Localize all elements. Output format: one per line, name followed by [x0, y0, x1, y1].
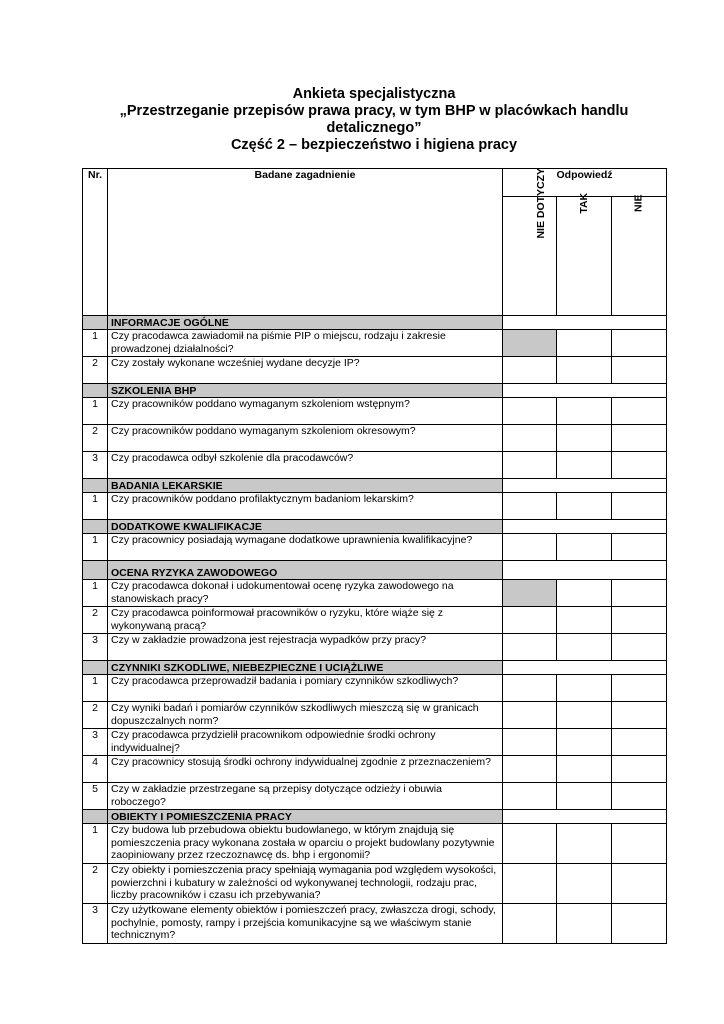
section-row — [83, 384, 667, 398]
section-row — [83, 561, 667, 580]
answer-cell-no[interactable] — [612, 783, 667, 810]
section-row — [83, 520, 667, 534]
answer-cell-no[interactable] — [612, 824, 667, 864]
answer-cell-yes[interactable] — [557, 904, 612, 944]
answer-cell-yes[interactable] — [557, 534, 612, 561]
col-header-no-label: NIE — [632, 194, 645, 213]
answer-cell-na[interactable] — [503, 607, 557, 634]
question-row — [83, 634, 667, 661]
question-row — [83, 330, 667, 357]
question-number: 3 — [83, 452, 108, 479]
question-row — [83, 357, 667, 384]
question-number: 1 — [83, 824, 108, 864]
question-text: Czy pracodawca przeprowadził badania i pomiary czynników szkodliwych? — [108, 675, 503, 702]
answer-cell-yes[interactable] — [557, 756, 612, 783]
question-number: 2 — [83, 702, 108, 729]
section-nr-cell — [83, 661, 108, 675]
section-answer-cell — [503, 384, 667, 398]
answer-cell-yes[interactable] — [557, 675, 612, 702]
question-number: 2 — [83, 864, 108, 904]
question-row — [83, 493, 667, 520]
answer-cell-na[interactable] — [503, 534, 557, 561]
answer-cell-no[interactable] — [612, 425, 667, 452]
section-title: CZYNNIKI SZKODLIWE, NIEBEZPIECZNE I UCIĄŻLIWE — [108, 661, 503, 675]
title-line-4: Część 2 – bezpieczeństwo i higiena pracy — [230, 137, 518, 153]
question-number: 2 — [83, 425, 108, 452]
col-header-na — [503, 167, 557, 316]
answer-cell-yes[interactable] — [557, 607, 612, 634]
question-text: Czy pracownicy posiadają wymagane dodatkowe uprawnienia kwalifikacyjne? — [108, 534, 503, 561]
col-header-yes-label: TAK — [577, 192, 590, 214]
question-number: 1 — [83, 675, 108, 702]
col-header-yes — [557, 192, 612, 316]
answer-cell-na[interactable] — [503, 398, 557, 425]
answer-cell-no[interactable] — [612, 398, 667, 425]
answer-cell-na[interactable] — [503, 452, 557, 479]
question-number: 1 — [83, 580, 108, 607]
answer-cell-yes[interactable] — [557, 783, 612, 810]
answer-cell-na[interactable] — [503, 634, 557, 661]
answer-cell-yes[interactable] — [557, 864, 612, 904]
question-row — [83, 452, 667, 479]
answer-cell-yes[interactable] — [557, 398, 612, 425]
answer-cell-na[interactable] — [503, 425, 557, 452]
answer-cell-na[interactable] — [503, 824, 557, 864]
col-header-no — [612, 194, 667, 316]
answer-cell-no[interactable] — [612, 756, 667, 783]
answer-cell-no[interactable] — [612, 634, 667, 661]
question-row — [83, 702, 667, 729]
question-row — [83, 756, 667, 783]
question-number: 1 — [83, 330, 108, 357]
section-title: OCENA RYZYKA ZAWODOWEGO — [108, 561, 503, 580]
answer-cell-na[interactable] — [503, 864, 557, 904]
answer-cell-no[interactable] — [612, 330, 667, 357]
answer-cell-yes[interactable] — [557, 729, 612, 756]
question-number: 2 — [83, 607, 108, 634]
col-header-na-label: NIE DOTYCZY — [535, 167, 548, 239]
question-text: Czy pracodawca przydzielił pracownikom odpowiednie środki ochrony indywidualnej? — [108, 729, 503, 756]
question-row — [83, 425, 667, 452]
question-text: Czy pracodawca poinformował pracowników o ryzyku, które wiąże się z wykonywaną pracą? — [108, 607, 503, 634]
answer-cell-no[interactable] — [612, 702, 667, 729]
section-row — [83, 810, 667, 824]
document-title — [82, 86, 666, 154]
question-text: Czy w zakładzie przestrzegane są przepisy dotyczące odzieży i obuwia roboczego? — [108, 783, 503, 810]
question-row — [83, 675, 667, 702]
answer-cell-yes[interactable] — [557, 357, 612, 384]
question-row — [83, 398, 667, 425]
question-number: 3 — [83, 634, 108, 661]
answer-cell-yes[interactable] — [557, 425, 612, 452]
topic-header: Badane zagadnienie — [108, 169, 503, 316]
question-text: Czy pracowników poddano wymaganym szkoleniom okresowym? — [108, 425, 503, 452]
question-text: Czy budowa lub przebudowa obiektu budowlanego, w którym znajdują się pomieszczenia pracy wykonana została w oparciu o projekt budowlany pozytywnie zaopiniowany przez rzeczoznawcę ds. bhp i ergonomii? — [108, 824, 503, 864]
question-text: Czy pracownicy stosują środki ochrony indywidualnej zgodnie z przeznaczeniem? — [108, 756, 503, 783]
question-row — [83, 580, 667, 607]
answer-cell-na[interactable] — [503, 357, 557, 384]
answer-cell-yes[interactable] — [557, 702, 612, 729]
answer-cell-na[interactable] — [503, 729, 557, 756]
answer-cell-na[interactable] — [503, 783, 557, 810]
answer-cell-no[interactable] — [612, 729, 667, 756]
answer-cell-no[interactable] — [612, 452, 667, 479]
answer-cell-yes[interactable] — [557, 824, 612, 864]
answer-cell-na[interactable] — [503, 675, 557, 702]
answer-cell-na[interactable] — [503, 493, 557, 520]
question-row — [83, 729, 667, 756]
answer-cell-no[interactable] — [612, 864, 667, 904]
nr-header: Nr. — [83, 169, 108, 316]
answer-cell-no[interactable] — [612, 580, 667, 607]
question-number: 1 — [83, 534, 108, 561]
answer-cell-yes[interactable] — [557, 330, 612, 357]
section-answer-cell — [503, 810, 667, 824]
answer-cell-na[interactable] — [503, 702, 557, 729]
question-text: Czy pracowników poddano profilaktycznym badaniom lekarskim? — [108, 493, 503, 520]
section-answer-cell — [503, 479, 667, 493]
section-title: DODATKOWE KWALIFIKACJE — [108, 520, 503, 534]
section-answer-cell — [503, 661, 667, 675]
answer-cell-na[interactable] — [503, 756, 557, 783]
answer-cell-na[interactable] — [503, 330, 557, 357]
question-text: Czy wyniki badań i pomiarów czynników szkodliwych mieszczą się w granicach dopuszczalnych norm? — [108, 702, 503, 729]
section-title: INFORMACJE OGÓLNE — [108, 316, 503, 330]
section-nr-cell — [83, 479, 108, 493]
answer-header: Odpowiedź — [503, 169, 667, 197]
question-number: 2 — [83, 357, 108, 384]
question-row — [83, 904, 667, 944]
answer-cell-no[interactable] — [612, 534, 667, 561]
section-answer-cell — [503, 561, 667, 580]
answer-cell-no[interactable] — [612, 357, 667, 384]
answer-cell-yes[interactable] — [557, 580, 612, 607]
question-row — [83, 607, 667, 634]
question-row — [83, 783, 667, 810]
section-title: BADANIA LEKARSKIE — [108, 479, 503, 493]
question-text: Czy pracodawca odbył szkolenie dla pracodawców? — [108, 452, 503, 479]
section-row — [83, 316, 667, 330]
section-nr-cell — [83, 561, 108, 580]
question-number: 1 — [83, 493, 108, 520]
title-line-2: „Przestrzeganie przepisów prawa pracy, w tym BHP w placówkach handlu — [119, 103, 629, 119]
survey-table — [82, 168, 667, 944]
answer-cell-na[interactable] — [503, 904, 557, 944]
question-number: 4 — [83, 756, 108, 783]
question-text: Czy w zakładzie prowadzona jest rejestracja wypadków przy pracy? — [108, 634, 503, 661]
question-number: 5 — [83, 783, 108, 810]
section-nr-cell — [83, 384, 108, 398]
question-text: Czy pracodawca dokonał i udokumentował ocenę ryzyka zawodowego na stanowiskach pracy? — [108, 580, 503, 607]
question-row — [83, 864, 667, 904]
section-nr-cell — [83, 810, 108, 824]
answer-cell-yes[interactable] — [557, 634, 612, 661]
question-text: Czy pracowników poddano wymaganym szkoleniom wstępnym? — [108, 398, 503, 425]
answer-cell-yes[interactable] — [557, 452, 612, 479]
question-number: 3 — [83, 904, 108, 944]
section-row — [83, 479, 667, 493]
question-row — [83, 534, 667, 561]
question-text: Czy użytkowane elementy obiektów i pomieszczeń pracy, zwłaszcza drogi, schody, pochylnie, pomosty, rampy i przejścia komunikacyjne są we właściwym stanie technicznym? — [108, 904, 503, 944]
section-row — [83, 661, 667, 675]
answer-cell-no[interactable] — [612, 904, 667, 944]
answer-cell-yes[interactable] — [557, 493, 612, 520]
title-line-1: Ankieta specjalistyczna — [292, 86, 456, 102]
section-answer-cell — [503, 520, 667, 534]
answer-cell-no[interactable] — [612, 607, 667, 634]
question-text: Czy zostały wykonane wcześniej wydane decyzje IP? — [108, 357, 503, 384]
question-number: 3 — [83, 729, 108, 756]
answer-cell-na[interactable] — [503, 580, 557, 607]
question-row — [83, 824, 667, 864]
section-nr-cell — [83, 316, 108, 330]
question-text: Czy pracodawca zawiadomił na piśmie PIP o miejscu, rodzaju i zakresie prowadzonej działalności? — [108, 330, 503, 357]
section-title: SZKOLENIA BHP — [108, 384, 503, 398]
answer-cell-no[interactable] — [612, 493, 667, 520]
answer-cell-no[interactable] — [612, 675, 667, 702]
section-nr-cell — [83, 520, 108, 534]
title-line-3: detalicznego” — [326, 120, 422, 136]
section-title: OBIEKTY I POMIESZCZENIA PRACY — [108, 810, 503, 824]
section-answer-cell — [503, 316, 667, 330]
question-text: Czy obiekty i pomieszczenia pracy spełniają wymagania pod względem wysokości, powierzchni i kubatury w zależności od wykonywanej technologii, rodzaju prac, liczby pracowników i czasu ich przebywania? — [108, 864, 503, 904]
question-number: 1 — [83, 398, 108, 425]
